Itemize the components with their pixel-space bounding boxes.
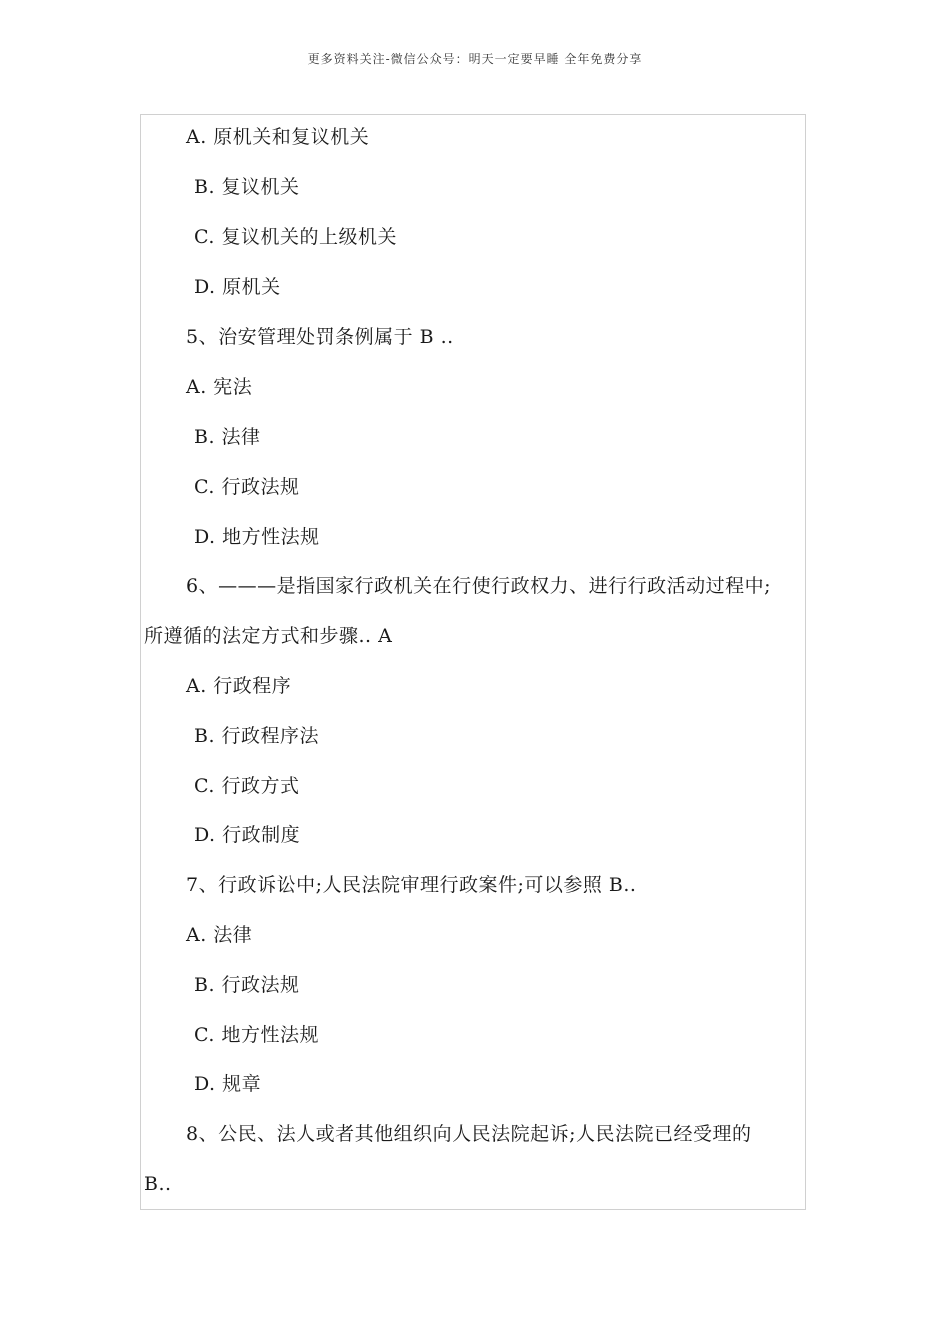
option-line: C. 地方性法规 [194, 1024, 319, 1046]
option-line: B. 复议机关 [194, 176, 300, 198]
question-line: 5、治安管理处罚条例属于 B .. [186, 326, 454, 348]
option-line: A. 原机关和复议机关 [186, 126, 370, 148]
page-header: 更多资料关注-微信公众号：明天一定要早睡 全年免费分享 [307, 52, 643, 66]
option-line: D. 地方性法规 [194, 526, 320, 548]
option-line: C. 行政方式 [194, 775, 300, 797]
option-line: B. 法律 [194, 426, 261, 448]
question-line: 8、公民、法人或者其他组织向人民法院起诉;人民法院已经受理的 [186, 1123, 752, 1145]
option-line: C. 复议机关的上级机关 [194, 226, 397, 248]
option-line: B. 行政法规 [194, 974, 300, 996]
question-line-continued: B.. [144, 1173, 172, 1195]
question-line: 6、———是指国家行政机关在行使行政权力、进行行政活动过程中; [186, 575, 771, 597]
option-line: D. 规章 [194, 1073, 262, 1095]
option-line: C. 行政法规 [194, 476, 300, 498]
option-line: A. 行政程序 [186, 675, 292, 697]
option-line: D. 行政制度 [194, 824, 301, 846]
option-line: B. 行政程序法 [194, 725, 320, 747]
question-line-continued: 所遵循的法定方式和步骤.. A [144, 625, 393, 647]
option-line: A. 宪法 [186, 376, 253, 398]
option-line: D. 原机关 [194, 276, 281, 298]
question-line: 7、行政诉讼中;人民法院审理行政案件;可以参照 B.. [186, 874, 637, 896]
option-line: A. 法律 [186, 924, 253, 946]
